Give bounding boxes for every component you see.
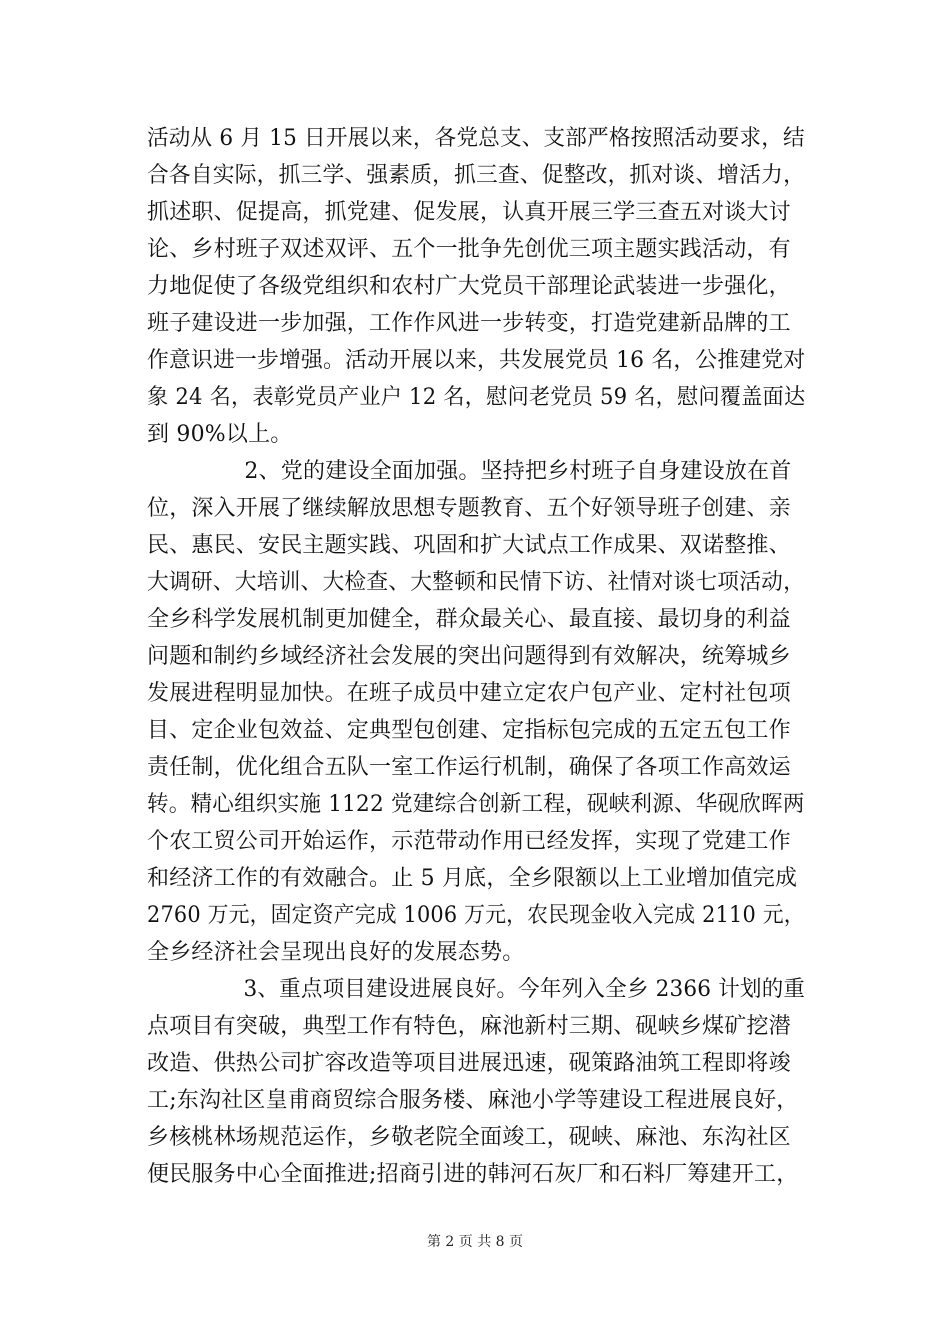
- text-line: 乡核桃林场规范运作，乡敬老院全面竣工，砚峡、麻池、东沟社区: [147, 1125, 791, 1150]
- text-line: 大调研、大培训、大检查、大整顿和民情下访、社情对谈七项活动，: [147, 570, 806, 595]
- text-line: 作意识进一步增强。活动开展以来，共发展党员 16 名，公推建党对: [147, 348, 806, 373]
- text-line: 发展进程明显加快。在班子成员中建立定农户包产业、定村社包项: [147, 681, 791, 706]
- text-line: 力地促使了各级党组织和农村广大党员干部理论武装进一步强化，: [147, 274, 791, 299]
- text-line: 班子建设进一步加强，工作作风进一步转变，打造党建新品牌的工: [147, 311, 791, 336]
- text-line: 位，深入开展了继续解放思想专题教育、五个好领导班子创建、亲: [147, 496, 791, 521]
- text-line: 全乡经济社会呈现出良好的发展态势。: [147, 940, 525, 965]
- text-line: 和经济工作的有效融合。止 5 月底，全乡限额以上工业增加值完成: [147, 866, 798, 891]
- text-line: 2760 万元，固定资产完成 1006 万元，农民现金收入完成 2110 元，: [147, 903, 805, 928]
- page-footer: 第 2 页 共 8 页: [426, 1234, 524, 1250]
- text-line: 民、惠民、安民主题实践、巩固和扩大试点工作成果、双诺整推、: [147, 533, 791, 558]
- text-line: 个农工贸公司开始运作，示范带动作用已经发挥，实现了党建工作: [147, 829, 791, 854]
- paragraph-heading-2: 2、党的建设全面加强。坚持把乡村班子自身建设放在首: [200, 459, 792, 484]
- text-line: 责任制，优化组合五队一室工作运行机制，确保了各项工作高效运: [147, 755, 791, 780]
- text-line: 改造、供热公司扩容改造等项目进展迅速，砚策路油筑工程即将竣: [147, 1051, 791, 1076]
- text-line: 抓述职、促提高，抓党建、促发展，认真开展三学三查五对谈大讨: [147, 200, 791, 225]
- text-line: 工;东沟社区皇甫商贸综合服务楼、麻池小学等建设工程进展良好，: [147, 1088, 799, 1113]
- text-line: 目、定企业包效益、定典型包创建、定指标包完成的五定五包工作: [147, 718, 791, 743]
- paragraph-heading-3: 3、重点项目建设进展良好。今年列入全乡 2366 计划的重: [200, 977, 806, 1002]
- text-line: 全乡科学发展机制更加健全，群众最关心、最直接、最切身的利益: [147, 607, 791, 632]
- text-line: 便民服务中心全面推进;招商引进的韩河石灰厂和石料厂筹建开工，: [147, 1162, 799, 1187]
- text-line: 象 24 名，表彰党员产业户 12 名，慰问老党员 59 名，慰问覆盖面达: [147, 385, 806, 410]
- text-line: 合各自实际，抓三学、强素质，抓三查、促整改，抓对谈、增活力，: [147, 163, 806, 188]
- text-line: 论、乡村班子双述双评、五个一批争先创优三项主题实践活动，有: [147, 237, 791, 262]
- text-line: 活动从 6 月 15 日开展以来，各党总支、支部严格按照活动要求，结: [147, 126, 805, 151]
- text-line: 转。精心组织实施 1122 党建综合创新工程，砚峡利源、华砚欣晖两: [147, 792, 805, 817]
- text-line: 到 90%以上。: [147, 422, 293, 447]
- text-line: 问题和制约乡域经济社会发展的突出问题得到有效解决，统筹城乡: [147, 644, 791, 669]
- text-line: 点项目有突破，典型工作有特色，麻池新村三期、砚峡乡煤矿挖潜: [147, 1014, 791, 1039]
